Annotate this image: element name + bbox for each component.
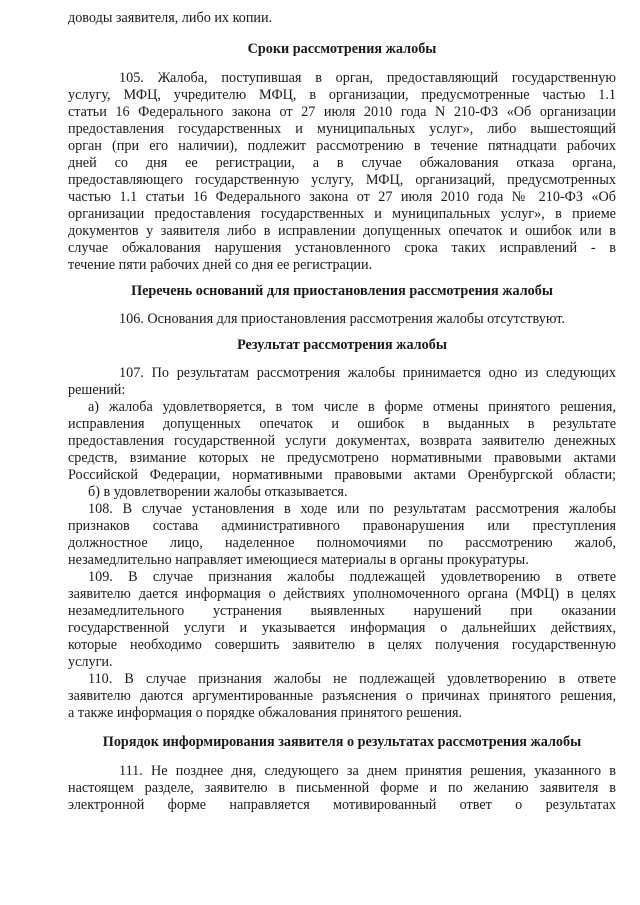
- section-heading-suspension-grounds: Перечень оснований для приостановления рассмотрения жалобы: [131, 283, 553, 299]
- paragraph-line: случае обжалования нарушения установленного срока таких исправлений - в: [68, 240, 616, 256]
- paragraph-line: которые необходимо совершить заявителю в целях получения государственную: [68, 637, 616, 653]
- paragraph-line: а также информация о порядке обжалования принятого решения.: [68, 705, 463, 721]
- section-heading-informing-applicant: Порядок информирования заявителя о результатах рассмотрения жалобы: [102, 734, 582, 750]
- paragraph-line: орган (при его наличии), подлежит рассмотрению в течение пятнадцати рабочих: [68, 138, 616, 154]
- paragraph-line: средств, взимание которых не предусмотрено нормативными правовыми актами: [68, 450, 616, 466]
- paragraph-line: государственной услуги и указывается информация о дальнейших действиях,: [68, 620, 616, 636]
- document-page: [68, 10, 616, 814]
- paragraph-line: решений:: [68, 382, 126, 398]
- paragraph-line: а) жалоба удовлетворяется, в том числе в форме отмены принятого решения,: [88, 399, 616, 415]
- paragraph-line: исправления допущенных опечаток и ошибок в выданных в результате: [68, 416, 616, 432]
- section-heading-review-result: Результат рассмотрения жалобы: [237, 337, 447, 353]
- paragraph-line: дней со дня ее регистрации, а в случае обжалования отказа органа,: [68, 155, 616, 171]
- paragraph-line: признаков состава административного правонарушения или преступления: [68, 518, 616, 534]
- paragraph-line: Российской Федерации, нормативными правовыми актами Оренбургской области;: [68, 467, 616, 483]
- paragraph-line: должностное лицо, наделенное полномочиями по рассмотрению жалоб,: [68, 535, 616, 551]
- paragraph-line: электронной форме направляется мотивированный ответ о результатах: [68, 797, 616, 813]
- paragraph-111: [68, 763, 616, 814]
- paragraph-line: услугу, МФЦ, учредителю МФЦ, в организации, предусмотренные частью 1.1: [68, 87, 616, 103]
- paragraph-106: 106. Основания для приостановления рассмотрения жалобы отсутствуют.: [119, 311, 565, 327]
- section-heading-review-terms: Сроки рассмотрения жалобы: [247, 41, 437, 57]
- paragraph-line: незамедлительного устранения выявленных нарушений при оказании: [68, 603, 616, 619]
- paragraph-line: предоставления государственной услуги документах, возврата заявителю денежных: [68, 433, 616, 449]
- paragraph-line: 110. В случае признания жалобы не подлежащей удовлетворению в ответе: [88, 671, 616, 687]
- paragraph-line: б) в удовлетворении жалобы отказывается.: [88, 484, 348, 500]
- paragraph-line: услуги.: [68, 654, 113, 670]
- paragraph-line: 105. Жалоба, поступившая в орган, предоставляющий государственную: [119, 70, 616, 86]
- paragraph-line: предоставления государственных и муниципальных услуг», либо вышестоящий: [68, 121, 616, 137]
- paragraph-line: настоящем разделе, заявителю в письменной форме и по желанию заявителя в: [68, 780, 616, 796]
- paragraph-line: заявителю дается информация о действиях уполномоченного органа (МФЦ) в целях: [68, 586, 616, 602]
- paragraphs-107-110: [68, 365, 616, 722]
- paragraph-line: заявителю даются аргументированные разъяснения о причинах принятого решения,: [68, 688, 616, 704]
- paragraph-line: доводы заявителя, либо их копии.: [68, 10, 273, 26]
- paragraph-line: 108. В случае установления в ходе или по результатам рассмотрения жалобы: [88, 501, 616, 517]
- paragraph-line: статьи 16 Федерального закона от 27 июля 2010 года N 210-ФЗ «Об организации: [68, 104, 616, 120]
- paragraph-line: незамедлительно направляет имеющиеся материалы в органы прокуратуры.: [68, 552, 529, 568]
- paragraph-line: 109. В случае признания жалобы подлежащей удовлетворению в ответе: [88, 569, 616, 585]
- paragraph-line: частью 1.1 статьи 16 Федерального закона от 27 июля 2010 года № 210-ФЗ «Об: [68, 189, 616, 205]
- paragraph-line: организации предоставления государственных и муниципальных услуг», в приеме: [68, 206, 616, 222]
- paragraph-line: 111. Не позднее дня, следующего за днем принятия решения, указанного в: [119, 763, 616, 779]
- paragraph-line: 107. По результатам рассмотрения жалобы принимается одно из следующих: [119, 365, 616, 381]
- paragraph-105: [68, 70, 616, 274]
- paragraph-line: документов у заявителя либо в исправлении допущенных опечаток и ошибок или в: [68, 223, 616, 239]
- paragraph-line: предоставляющего государственную услугу, МФЦ, организаций, предусмотренных: [68, 172, 616, 188]
- paragraph-line: течение пяти рабочих дней со дня ее регистрации.: [68, 257, 373, 273]
